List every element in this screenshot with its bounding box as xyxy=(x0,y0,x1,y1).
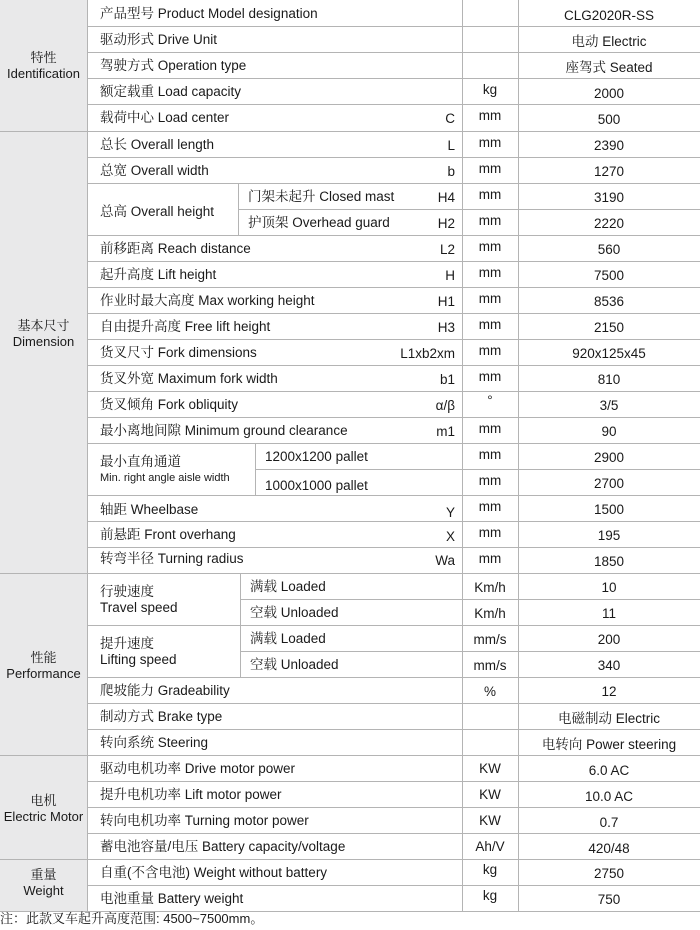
row-value: 920x125x45 xyxy=(572,346,646,361)
row-value: 电磁制动 Electric xyxy=(557,711,661,726)
row-unit: mm xyxy=(478,447,502,462)
sub-label: 1000x1000 pallet xyxy=(265,478,368,493)
row-label: 总长 Overall length xyxy=(100,137,215,152)
row-value: 2390 xyxy=(593,138,625,153)
cat-identification: 特性 Identification xyxy=(7,50,80,81)
row-value: 2150 xyxy=(593,320,625,335)
row-symbol: b1 xyxy=(439,372,455,387)
row-value: 0.7 xyxy=(599,815,619,830)
row-label: 货叉倾角 Fork obliquity xyxy=(100,397,239,412)
footnote: 注：此款叉车起升高度范围: 4500~7500mm。 xyxy=(0,911,264,926)
row-label: 最小直角通道 xyxy=(100,454,181,469)
row-label: 制动方式 Brake type xyxy=(100,709,223,724)
row-unit: mm xyxy=(478,108,502,123)
row-unit: mm xyxy=(478,499,502,514)
row-unit: mm xyxy=(478,551,502,566)
sub-label: 门架未起升 Closed mast xyxy=(248,189,395,204)
row-value: 7500 xyxy=(593,268,625,283)
row-unit: ° xyxy=(487,393,493,408)
row-unit: kg xyxy=(482,82,498,97)
row-value: 2000 xyxy=(593,86,625,101)
row-value: 1270 xyxy=(593,164,625,179)
row-label: 总宽 Overall width xyxy=(100,163,209,178)
row-value: 340 xyxy=(597,658,621,673)
row-value: 12 xyxy=(601,684,617,699)
row-label: 爬坡能力 Gradeability xyxy=(100,683,230,698)
row-unit: mm xyxy=(478,473,502,488)
row-label: 提升速度 xyxy=(100,636,154,651)
row-symbol: L xyxy=(447,138,455,153)
row-unit: mm xyxy=(478,525,502,540)
row-value: 810 xyxy=(597,372,621,387)
row-symbol: H3 xyxy=(437,320,455,335)
row-value: 电动 Electric xyxy=(571,34,647,49)
row-label: 前悬距 Front overhang xyxy=(100,527,236,542)
row-unit: mm xyxy=(478,291,502,306)
row-unit: mm/s xyxy=(473,658,507,673)
row-label: 提升电机功率 Lift motor power xyxy=(100,787,282,802)
sub-label: 满载 Loaded xyxy=(250,579,326,594)
cat-motor: 电机 Electric Motor xyxy=(3,793,84,824)
row-value: 座驾式 Seated xyxy=(565,60,653,75)
row-value: 3/5 xyxy=(599,398,619,413)
row-unit: % xyxy=(483,684,497,699)
sub-label: 护顶架 Overhead guard xyxy=(248,215,390,230)
row-unit: mm xyxy=(478,187,502,202)
row-label: 轴距 Wheelbase xyxy=(100,502,199,517)
row-label: 最小离地间隙 Minimum ground clearance xyxy=(100,423,348,438)
row-value: 200 xyxy=(597,632,621,647)
row-unit: mm xyxy=(478,421,502,436)
sub-label: 空载 Unloaded xyxy=(250,605,339,620)
row-label: 货叉外宽 Maximum fork width xyxy=(100,371,278,386)
sub-label: 1200x1200 pallet xyxy=(265,449,368,464)
row-label: 驾驶方式 Operation type xyxy=(100,58,247,73)
row-label: 起升高度 Lift height xyxy=(100,267,217,282)
row-value: 90 xyxy=(601,424,617,439)
row-unit: Km/h xyxy=(474,606,506,621)
row-unit: KW xyxy=(479,761,501,776)
row-value: 8536 xyxy=(593,294,625,309)
row-unit: Ah/V xyxy=(475,839,505,854)
row-value: 1500 xyxy=(593,502,625,517)
row-label: 总高 Overall height xyxy=(100,204,215,219)
row-unit: mm/s xyxy=(473,632,507,647)
row-symbol: H1 xyxy=(437,294,455,309)
row-unit: mm xyxy=(478,135,502,150)
row-label: 产品型号 Product Model designation xyxy=(100,6,318,21)
cat-weight: 重量 Weight xyxy=(23,867,64,898)
row-label: 转向电机功率 Turning motor power xyxy=(100,813,309,828)
row-value: 10 xyxy=(601,580,617,595)
row-symbol: H2 xyxy=(437,216,455,231)
row-unit: Km/h xyxy=(474,580,506,595)
cat-dimension: 基本尺寸 Dimension xyxy=(12,318,75,349)
row-value: 2220 xyxy=(593,216,625,231)
row-label-en: Travel speed xyxy=(100,600,178,615)
row-label: 驱动形式 Drive Unit xyxy=(100,32,218,47)
row-label: 作业时最大高度 Max working height xyxy=(100,293,315,308)
row-symbol: α/β xyxy=(435,398,455,413)
row-unit: KW xyxy=(479,787,501,802)
row-unit: mm xyxy=(478,161,502,176)
row-value: 1850 xyxy=(593,554,625,569)
row-unit: mm xyxy=(478,213,502,228)
row-value: CLG2020R-SS xyxy=(563,8,655,23)
row-symbol: Y xyxy=(445,505,455,520)
row-label: 转向系统 Steering xyxy=(100,735,209,750)
row-label: 自重(不含电池) Weight without battery xyxy=(100,865,328,880)
row-symbol: X xyxy=(445,529,455,544)
row-label: 前移距离 Reach distance xyxy=(100,241,251,256)
row-value: 3190 xyxy=(593,190,625,205)
row-unit: KW xyxy=(479,813,501,828)
row-value: 10.0 AC xyxy=(584,789,634,804)
row-label-en: Lifting speed xyxy=(100,652,177,667)
row-value: 195 xyxy=(597,528,621,543)
row-symbol: L2 xyxy=(439,242,455,257)
row-label: 驱动电机功率 Drive motor power xyxy=(100,761,296,776)
row-symbol: Wa xyxy=(435,553,455,568)
row-value: 2750 xyxy=(593,866,625,881)
row-value: 11 xyxy=(601,606,617,621)
row-value: 420/48 xyxy=(588,841,630,856)
row-label: 电池重量 Battery weight xyxy=(100,891,244,906)
row-value: 500 xyxy=(597,112,621,127)
row-symbol: b xyxy=(447,164,455,179)
cat-performance: 性能 Performance xyxy=(6,650,81,681)
row-unit: kg xyxy=(482,862,498,877)
row-symbol: H xyxy=(445,268,455,283)
row-symbol: m1 xyxy=(436,424,455,439)
row-label: 额定载重 Load capacity xyxy=(100,84,242,99)
row-value: 2900 xyxy=(593,450,625,465)
row-label: 转弯半径 Turning radius xyxy=(100,551,244,566)
row-value: 560 xyxy=(597,242,621,257)
sub-label: 空载 Unloaded xyxy=(250,657,339,672)
row-unit: mm xyxy=(478,239,502,254)
row-label: 载荷中心 Load center xyxy=(100,110,230,125)
row-label: 蓄电池容量/电压 Battery capacity/voltage xyxy=(100,839,346,854)
row-symbol: H4 xyxy=(437,190,455,205)
row-symbol: C xyxy=(445,111,455,126)
row-value: 6.0 AC xyxy=(588,763,630,778)
row-label: 行驶速度 xyxy=(100,584,154,599)
row-value: 2700 xyxy=(593,476,625,491)
row-label: 货叉尺寸 Fork dimensions xyxy=(100,345,257,360)
row-value: 电转向 Power steering xyxy=(541,737,677,752)
row-label-en: Min. right angle aisle width xyxy=(100,472,230,484)
sub-label: 满载 Loaded xyxy=(250,631,326,646)
row-unit: mm xyxy=(478,369,502,384)
row-symbol: L1xb2xm xyxy=(400,346,455,361)
band-dimension xyxy=(0,131,87,573)
row-value: 750 xyxy=(597,892,621,907)
row-unit: mm xyxy=(478,265,502,280)
row-unit: mm xyxy=(478,343,502,358)
row-unit: mm xyxy=(478,317,502,332)
row-label: 自由提升高度 Free lift height xyxy=(100,319,271,334)
row-unit: kg xyxy=(482,888,498,903)
